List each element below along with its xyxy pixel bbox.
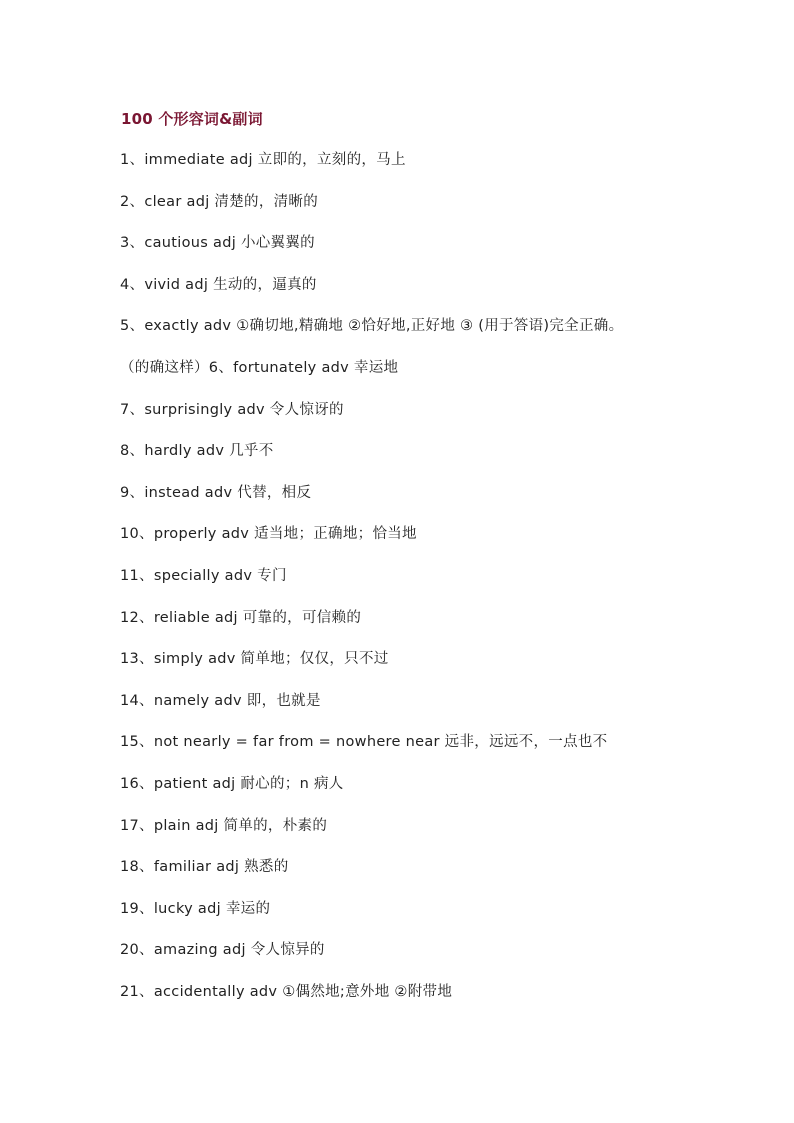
list-item: 1、immediate adj 立即的，立刻的，马上	[120, 152, 406, 168]
list-item: 17、plain adj 简单的，朴素的	[120, 817, 328, 834]
list-item: 18、familiar adj 熟悉的	[120, 859, 289, 876]
list-item: 7、surprisingly adv 令人惊讶的	[120, 401, 344, 418]
list-item: 12、reliable adj 可靠的，可信赖的	[120, 609, 362, 626]
list-item: 4、vivid adj 生动的，逼真的	[120, 276, 317, 293]
list-item: 8、hardly adv 几乎不	[120, 443, 274, 460]
list-item: 19、lucky adj 幸运的	[120, 900, 271, 917]
list-item: 3、cautious adj 小心翼翼的	[120, 235, 315, 252]
document-title: 100 个形容词&副词	[121, 110, 263, 128]
list-item: 21、accidentally adv ①偶然地;意外地 ②附带地	[120, 983, 453, 1000]
list-item: 20、amazing adj 令人惊异的	[120, 942, 325, 959]
list-item: 5、exactly adv ①确切地,精确地 ②恰好地,正好地 ③ (用于答语)完全正确。	[120, 318, 624, 335]
list-item: 13、simply adv 简单地；仅仅，只不过	[120, 651, 389, 668]
list-item: 16、patient adj 耐心的；n 病人	[120, 775, 344, 792]
list-item: 14、namely adv 即，也就是	[120, 692, 321, 709]
vocabulary-list	[120, 150, 623, 1023]
list-item: 15、not nearly = far from = nowhere near 远非，远远不，一点也不	[120, 734, 608, 751]
list-item: 2、clear adj 清楚的，清晰的	[120, 193, 319, 210]
list-item: （的确这样）6、fortunately adv 幸运地	[120, 359, 399, 376]
list-item: 9、instead adv 代替，相反	[120, 484, 312, 501]
list-item: 10、properly adv 适当地；正确地；恰当地	[120, 526, 417, 543]
list-item: 11、specially adv 专门	[120, 567, 287, 584]
